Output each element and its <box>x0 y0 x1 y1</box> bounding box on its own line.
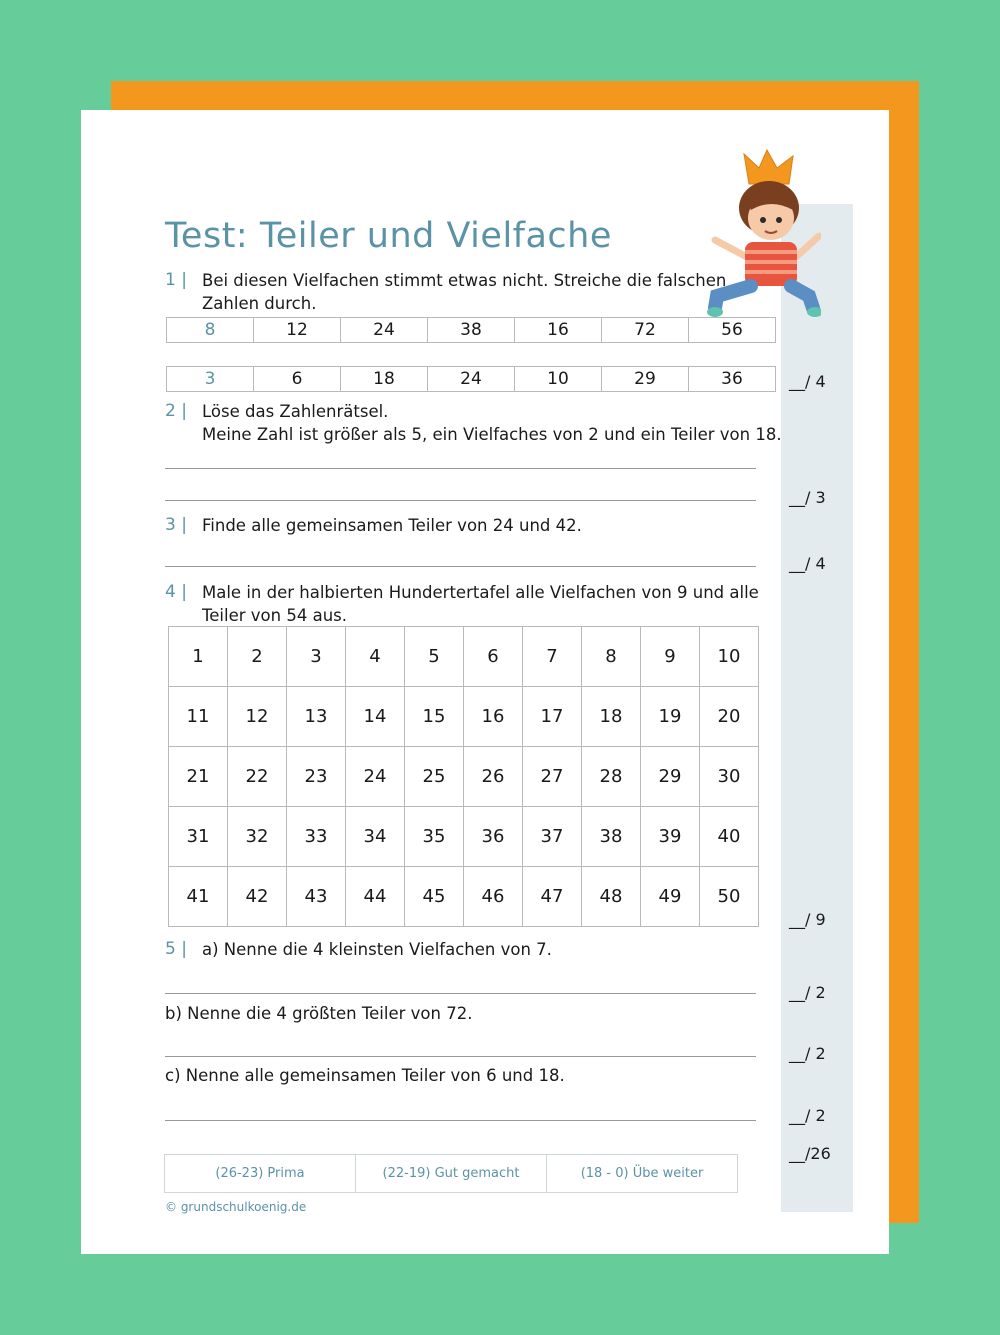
grid-cell[interactable]: 6 <box>464 627 523 687</box>
grid-cell[interactable]: 25 <box>405 747 464 807</box>
grid-cell[interactable]: 33 <box>287 807 346 867</box>
question-2-number: 2 | <box>165 401 187 421</box>
rating-scale <box>164 1154 738 1193</box>
answer-line[interactable] <box>165 993 756 994</box>
grid-cell[interactable]: 46 <box>464 867 523 927</box>
question-1-number: 1 | <box>165 270 187 290</box>
page-title: Test: Teiler und Vielfache <box>165 216 612 256</box>
row-cell[interactable]: 72 <box>602 318 689 343</box>
row-cell[interactable]: 16 <box>515 318 602 343</box>
score-q5c[interactable]: __/ 2 <box>789 1106 826 1125</box>
total-score[interactable]: __/26 <box>789 1144 831 1163</box>
row-cell[interactable]: 12 <box>254 318 341 343</box>
grid-cell[interactable]: 14 <box>346 687 405 747</box>
grid-cell[interactable]: 44 <box>346 867 405 927</box>
row-cell[interactable]: 29 <box>602 367 689 392</box>
multiples-row-3 <box>166 366 776 392</box>
question-1-text-line2: Zahlen durch. <box>202 294 317 313</box>
score-q1[interactable]: __/ 4 <box>789 372 826 391</box>
grid-cell[interactable]: 42 <box>228 867 287 927</box>
grid-cell[interactable]: 32 <box>228 807 287 867</box>
multiples-row-8 <box>166 317 776 343</box>
grid-cell[interactable]: 4 <box>346 627 405 687</box>
grid-cell[interactable]: 48 <box>582 867 641 927</box>
grid-cell[interactable]: 21 <box>169 747 228 807</box>
row-cell[interactable]: 8 <box>167 318 254 343</box>
grid-cell[interactable]: 12 <box>228 687 287 747</box>
answer-line[interactable] <box>165 566 756 567</box>
grid-cell[interactable]: 10 <box>700 627 759 687</box>
answer-line[interactable] <box>165 500 756 501</box>
grid-cell[interactable]: 15 <box>405 687 464 747</box>
grid-cell[interactable]: 23 <box>287 747 346 807</box>
row-cell[interactable]: 36 <box>689 367 776 392</box>
grid-cell[interactable]: 28 <box>582 747 641 807</box>
grid-cell[interactable]: 37 <box>523 807 582 867</box>
question-2-text-line1: Löse das Zahlenrätsel. <box>202 402 389 421</box>
grid-cell[interactable]: 39 <box>641 807 700 867</box>
grid-cell[interactable]: 45 <box>405 867 464 927</box>
grid-cell[interactable]: 2 <box>228 627 287 687</box>
grid-cell[interactable]: 16 <box>464 687 523 747</box>
grid-cell[interactable]: 17 <box>523 687 582 747</box>
grid-cell[interactable]: 9 <box>641 627 700 687</box>
score-q2[interactable]: __/ 3 <box>789 488 826 507</box>
grid-cell[interactable]: 20 <box>700 687 759 747</box>
question-4-number: 4 | <box>165 582 187 602</box>
score-q3[interactable]: __/ 4 <box>789 554 826 573</box>
grid-cell[interactable]: 30 <box>700 747 759 807</box>
grid-cell[interactable]: 34 <box>346 807 405 867</box>
row-cell[interactable]: 56 <box>689 318 776 343</box>
grid-cell[interactable]: 26 <box>464 747 523 807</box>
row-cell[interactable]: 6 <box>254 367 341 392</box>
grid-cell[interactable]: 43 <box>287 867 346 927</box>
score-q5b[interactable]: __/ 2 <box>789 1044 826 1063</box>
grid-cell[interactable]: 38 <box>582 807 641 867</box>
grid-cell[interactable]: 5 <box>405 627 464 687</box>
rating-gut-gemacht: (22-19) Gut gemacht <box>356 1155 547 1193</box>
question-3-text-line1: Finde alle gemeinsamen Teiler von 24 und 42. <box>202 516 582 535</box>
grid-cell[interactable]: 40 <box>700 807 759 867</box>
grid-cell[interactable]: 18 <box>582 687 641 747</box>
answer-line[interactable] <box>165 1056 756 1057</box>
question-4-text-line1: Male in der halbierten Hundertertafel alle Vielfachen von 9 und alle <box>202 583 759 602</box>
grid-cell[interactable]: 19 <box>641 687 700 747</box>
row-cell[interactable]: 3 <box>167 367 254 392</box>
grid-cell[interactable]: 35 <box>405 807 464 867</box>
rating-prima: (26-23) Prima <box>165 1155 356 1193</box>
question-1-text-line1: Bei diesen Vielfachen stimmt etwas nicht. Streiche die falschen <box>202 271 727 290</box>
row-cell[interactable]: 10 <box>515 367 602 392</box>
grid-cell[interactable]: 41 <box>169 867 228 927</box>
grid-cell[interactable]: 47 <box>523 867 582 927</box>
row-cell[interactable]: 24 <box>341 318 428 343</box>
hundred-chart-half <box>168 626 759 927</box>
grid-cell[interactable]: 11 <box>169 687 228 747</box>
grid-cell[interactable]: 29 <box>641 747 700 807</box>
rating-uebe-weiter: (18 - 0) Übe weiter <box>547 1155 738 1193</box>
score-q5a[interactable]: __/ 2 <box>789 983 826 1002</box>
worksheet-page <box>81 110 889 1254</box>
grid-cell[interactable]: 49 <box>641 867 700 927</box>
question-3-number: 3 | <box>165 515 187 535</box>
grid-cell[interactable]: 7 <box>523 627 582 687</box>
grid-cell[interactable]: 31 <box>169 807 228 867</box>
grid-cell[interactable]: 8 <box>582 627 641 687</box>
grid-cell[interactable]: 3 <box>287 627 346 687</box>
grid-cell[interactable]: 27 <box>523 747 582 807</box>
question-5a-text: a) Nenne die 4 kleinsten Vielfachen von 7. <box>202 940 552 959</box>
grid-cell[interactable]: 36 <box>464 807 523 867</box>
copyright-notice: © grundschulkoenig.de <box>165 1200 307 1214</box>
row-cell[interactable]: 24 <box>428 367 515 392</box>
question-2-text-line2: Meine Zahl ist größer als 5, ein Vielfaches von 2 und ein Teiler von 18. <box>202 425 782 444</box>
row-cell[interactable]: 18 <box>341 367 428 392</box>
boy-with-crown-illustration <box>701 146 821 336</box>
row-cell[interactable]: 38 <box>428 318 515 343</box>
grid-cell[interactable]: 22 <box>228 747 287 807</box>
question-5-number: 5 | <box>165 939 187 959</box>
question-5c-text: c) Nenne alle gemeinsamen Teiler von 6 und 18. <box>165 1066 565 1085</box>
question-4-text-line2: Teiler von 54 aus. <box>202 606 347 625</box>
answer-line[interactable] <box>165 468 756 469</box>
question-5b-text: b) Nenne die 4 größten Teiler von 72. <box>165 1004 473 1023</box>
score-q4[interactable]: __/ 9 <box>789 910 826 929</box>
grid-cell[interactable]: 13 <box>287 687 346 747</box>
grid-cell[interactable]: 50 <box>700 867 759 927</box>
grid-cell[interactable]: 24 <box>346 747 405 807</box>
answer-line[interactable] <box>165 1120 756 1121</box>
grid-cell[interactable]: 1 <box>169 627 228 687</box>
